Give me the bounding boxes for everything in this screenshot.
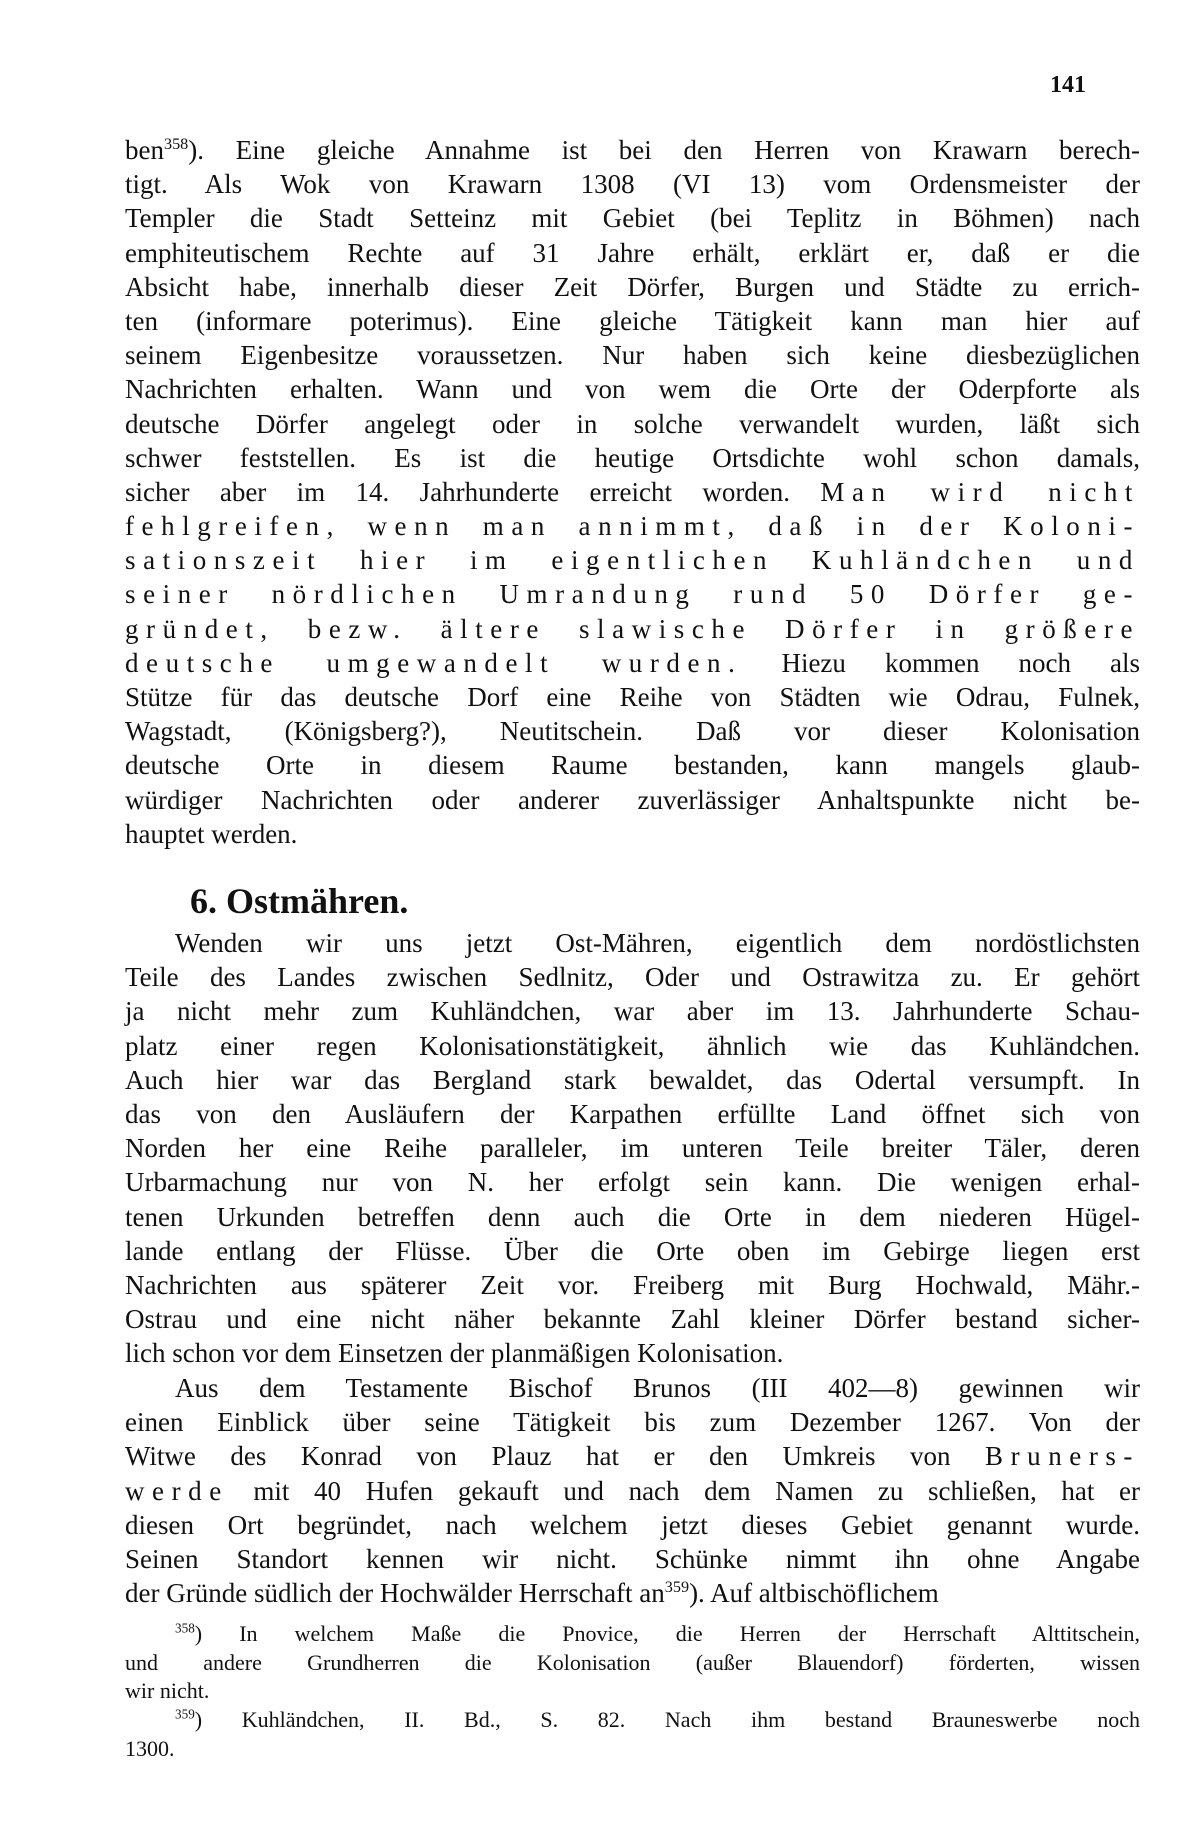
text: lich schon vor dem Einsetzen der planmäßigen Kolonisation. [125,1338,784,1369]
text-line [125,372,1140,406]
text: ). Auf altbischöflichem [689,1578,939,1609]
paragraph-3 [125,1371,1140,1610]
text-line [125,1302,1140,1336]
spaced-text: deutsche umgewandelt wurden. [125,647,743,678]
text-line [125,960,1140,994]
text: Wagstadt, (Königsberg?), Neutitschein. Daß vor dieser Kolonisation [125,716,1140,747]
text-line [125,1735,1140,1764]
page-number: 141 [1050,72,1086,98]
text-line [125,1371,1140,1405]
text: deutsche Dörfer angelegt oder in solche verwandelt wurden, läßt sich [125,408,1140,439]
spaced-text: werde [125,1475,229,1506]
text-line [125,1677,1140,1706]
text: Stütze für das deutsche Dorf eine Reihe von Städten wie Odrau, Fulnek, [125,682,1140,712]
text-line [125,1063,1140,1097]
text-line [125,475,1140,509]
text-line [125,817,1140,851]
text: ben [125,135,164,165]
text: Teile des Landes zwischen Sedlnitz, Oder und Ostrawitza zu. Er gehört [125,962,1140,993]
text-line [125,1234,1140,1268]
text-line [125,1336,1140,1370]
text: Absicht habe, innerhalb dieser Zeit Dörfer, Burgen und Städte zu errich- [125,271,1140,302]
text-line [125,1649,1140,1678]
text-line [125,201,1140,235]
text-line [125,1268,1140,1302]
text: ten (informare poterimus). Eine gleiche Tätigkeit kann man hier auf [125,305,1140,336]
text: Aus dem Testamente Bischof Brunos (III 402—8) gewinnen wir [175,1373,1140,1403]
text: der Gründe südlich der Hochwälder Herrschaft an [125,1578,665,1609]
text: wir nicht. [125,1678,210,1703]
text-line [125,1405,1140,1439]
text: schwer feststellen. Es ist die heutige Ortsdichte wohl schon damals, [125,442,1140,473]
text-line [125,338,1140,372]
text-line [125,167,1140,201]
text-line [125,1097,1140,1131]
text: Ostrau und eine nicht näher bekannte Zahl kleiner Dörfer bestand sicher- [125,1304,1140,1335]
text-line [125,133,1140,167]
text: einen Einblick über seine Tätigkeit bis zum Dezember 1267. Von der [125,1407,1140,1438]
text: ) In welchem Maße die Pnovice, die Herren der Herrschaft Alttitschein, [194,1621,1140,1646]
text: hauptet werden. [125,818,298,849]
paragraph-1 [125,133,1140,851]
text-line [125,714,1140,748]
text-line [125,994,1140,1028]
text: Nachrichten erhalten. Wann und von wem die Orte der Oderpforte als [125,374,1140,405]
text-line [125,748,1140,782]
text: ja nicht mehr zum Kuhländchen, war aber im 13. Jahrhunderte Schau- [125,996,1140,1027]
spaced-text: fehlgreifen, wenn man annimmt, daß in der Koloni- [125,511,1140,542]
text-line [125,1620,1140,1649]
text: deutsche Orte in diesem Raume bestanden, kann mangels glaub- [125,750,1140,781]
text: Urbarmachung nur von N. her erfolgt sein kann. Die wenigen erhal- [125,1167,1140,1198]
text-line [125,236,1140,270]
text: Nachrichten aus späterer Zeit vor. Freiberg mit Burg Hochwald, Mähr.- [125,1269,1140,1300]
text: würdiger Nachrichten oder anderer zuverlässiger Anhaltspunkte nicht be- [125,784,1140,815]
text-line [125,270,1140,304]
text: platz einer regen Kolonisationstätigkeit, ähnlich wie das Kuhländchen. [125,1030,1140,1061]
section-heading: 6. Ostmähren. [190,881,409,921]
text: und andere Grundherren die Kolonisation (außer Blauendorf) förderten, wissen [125,1649,1140,1675]
text-line [125,1131,1140,1165]
text-line [125,1474,1140,1508]
text: diesen Ort begründet, nach welchem jetzt dieses Gebiet genannt wurde. [125,1509,1140,1540]
text-line [125,612,1140,646]
text-line [125,509,1140,543]
text-line [125,680,1140,714]
text-line [125,1706,1140,1735]
text: ) Kuhländchen, II. Bd., S. 82. Nach ihm bestand Brauneswerbe noch [194,1707,1140,1732]
spaced-text: seiner nördlichen Umrandung rund 50 Dörfer ge- [125,579,1140,610]
text: Seinen Standort kennen wir nicht. Schünke nimmt ihn ohne Angabe [125,1543,1140,1574]
spaced-text: gründet, bezw. ältere slawische Dörfer in größere [125,613,1140,644]
text: das von den Ausläufern der Karpathen erfüllte Land öffnet sich von [125,1098,1140,1129]
text-line [125,1542,1140,1576]
text-line [125,646,1140,680]
footnote-358 [125,1620,1140,1706]
text-line [125,304,1140,338]
footnote-359 [125,1706,1140,1763]
footnote-ref: 358 [163,135,189,153]
text: ). Eine gleiche Annahme ist bei den Herren von Krawarn berech- [188,135,1140,165]
text: Wenden wir uns jetzt Ost-Mähren, eigentlich dem nordöstlichsten [175,928,1140,958]
text-line [125,926,1140,960]
text-line [125,1165,1140,1199]
text-line [125,577,1140,611]
text: Hiezu kommen noch als [742,647,1140,678]
text: Witwe des Konrad von Plauz hat er den Umkreis von [125,1441,986,1472]
text: seinem Eigenbesitze voraussetzen. Nur haben sich keine diesbezüglichen [125,340,1140,371]
footnote-ref: 359 [175,1706,195,1722]
text: Auch hier war das Bergland stark bewaldet, das Odertal versumpft. In [125,1064,1140,1095]
spaced-text: sationszeit hier im eigentlichen Kuhländchen und [125,545,1140,576]
paragraph-2 [125,926,1140,1370]
text-line [125,1029,1140,1063]
text: emphiteutischem Rechte auf 31 Jahre erhält, erklärt er, daß er die [125,237,1140,268]
text: 1300. [125,1735,175,1761]
text: Norden her eine Reihe paralleler, im unteren Teile breiter Täler, deren [125,1133,1140,1164]
text: sicher aber im 14. Jahrhunderte erreicht worden. [125,476,821,507]
footnote-ref: 358 [175,1620,195,1636]
spaced-text: Bruners- [985,1441,1140,1472]
text: mit 40 Hufen gekauft und nach dem Namen zu schließen, hat er [228,1475,1140,1506]
text-line [125,783,1140,817]
text: tenen Urkunden betreffen denn auch die Orte in dem niederen Hügel- [125,1201,1140,1232]
text-line [125,1508,1140,1542]
text-line [125,543,1140,577]
spaced-text: Man wird nicht [820,476,1140,507]
text-line [125,1439,1140,1473]
text: Templer die Stadt Setteinz mit Gebiet (bei Teplitz in Böhmen) nach [125,203,1140,234]
text-line [125,441,1140,475]
text: tigt. Als Wok von Krawarn 1308 (VI 13) vom Ordensmeister der [125,169,1140,200]
text-line [125,1200,1140,1234]
footnote-ref: 359 [664,1578,690,1597]
text-line [125,1576,1140,1610]
text-line [125,407,1140,441]
text: lande entlang der Flüsse. Über die Orte oben im Gebirge liegen erst [125,1235,1140,1266]
